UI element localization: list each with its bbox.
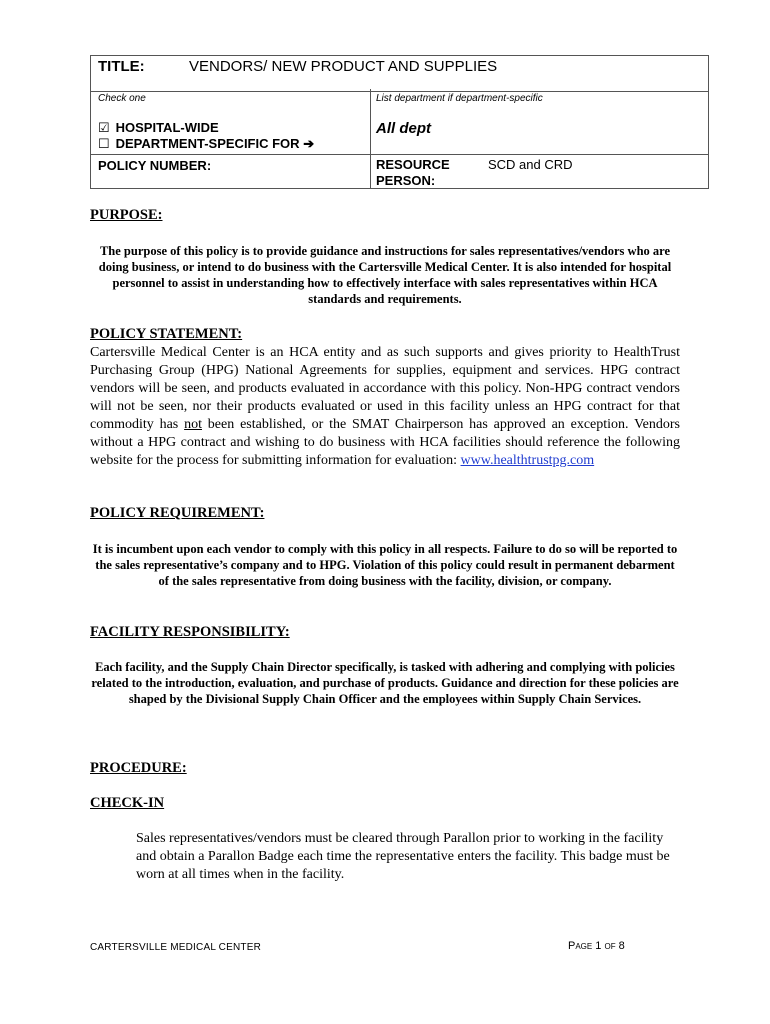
policy-header-table <box>90 55 709 189</box>
footer-facility-name: CARTERSVILLE MEDICAL CENTER <box>90 942 261 953</box>
footer-of-word: of <box>604 940 616 952</box>
department-value: All dept <box>376 120 431 137</box>
resource-person-value: SCD and CRD <box>488 157 573 172</box>
policy-number-label: POLICY NUMBER: <box>98 158 212 173</box>
resource-person-label-line-2: PERSON: <box>376 173 436 188</box>
option-hospital-wide[interactable] <box>98 120 219 136</box>
checkin-heading: CHECK-IN <box>90 795 165 811</box>
healthtrust-link[interactable]: www.healthtrustpg.com <box>460 453 595 468</box>
title-value: VENDORS/ NEW PRODUCT AND SUPPLIES <box>189 58 498 75</box>
resource-person-label-line-1: RESOURCE <box>376 157 450 172</box>
footer-page-current: 1 <box>595 940 602 952</box>
purpose-heading: PURPOSE: <box>90 207 163 223</box>
list-department-label: List department if department-specific <box>376 93 543 104</box>
facility-responsibility-heading: FACILITY RESPONSIBILITY: <box>90 624 290 640</box>
column-divider <box>370 89 371 188</box>
procedure-heading: PROCEDURE: <box>90 760 187 776</box>
checkin-text: Sales representatives/vendors must be cleared through Parallon prior to working in the facility and obtain a Parallon Badge each time the representative enters the facility. This badge must be worn at all times when in the facility. <box>136 831 670 882</box>
purpose-text: The purpose of this policy is to provide guidance and instructions for sales representatives/vendors who are doing business, or intend to do business with the Cartersville Medical Center. It is also intended for hospital personnel to assist in understanding how to effectively interface with sales representatives within HCA standards and requirements. <box>98 244 672 306</box>
title-label: TITLE: <box>98 58 145 75</box>
option-department-specific-label: DEPARTMENT-SPECIFIC FOR <box>115 136 300 151</box>
policy-statement-text-part-1: Cartersville Medical Center is an HCA entity and as such supports and gives priority to HealthTrust Purchasing Group (HPG) National Agreements for supplies, equipment and services. HPG contract vendors will be seen, and products evaluated in accordance with this policy. Non-HPG contract vendors will not be seen, nor their products evaluated or used in this facility unless an HPG contract for that commodity has <box>90 345 680 432</box>
check-one-label: Check one <box>98 93 146 104</box>
footer-page-word: Page <box>568 940 593 952</box>
option-hospital-wide-label: HOSPITAL-WIDE <box>115 120 219 135</box>
facility-responsibility-text: Each facility, and the Supply Chain Director specifically, is tasked with adhering and complying with policies related to the introduction, evaluation, and purchase of products. Guidance and direction for these policies are shaped by the Divisional Supply Chain Officer and the employees within Supply Chain Services. <box>91 660 679 706</box>
arrow-right-icon: ➔ <box>303 136 315 151</box>
resource-person-label <box>376 157 450 189</box>
policy-statement-text-part-2: been established, or the SMAT Chairperson has approved an exception. Vendors without a HPG contract and wishing to do business with HCA facilities should reference the following website for the process for submitting information for evaluation: <box>90 417 681 468</box>
policy-requirement-heading: POLICY REQUIREMENT: <box>90 505 265 521</box>
not-emphasis: not <box>184 417 202 432</box>
unchecked-box-icon: ☐ <box>98 136 110 151</box>
footer-page-total: 8 <box>618 940 625 952</box>
policy-requirement-text: It is incumbent upon each vendor to comply with this policy in all respects. Failure to do so will be reported to the sales representative’s company and to HPG. Violation of this policy could result in permanent debarment of the sales representative from doing business with the facility, division, or company. <box>92 542 678 588</box>
option-department-specific[interactable] <box>98 136 314 152</box>
footer-page-number <box>568 940 625 952</box>
checked-box-icon: ☑ <box>98 120 110 135</box>
policy-statement-heading: POLICY STATEMENT: <box>90 326 243 342</box>
policy-statement-text <box>90 344 680 470</box>
